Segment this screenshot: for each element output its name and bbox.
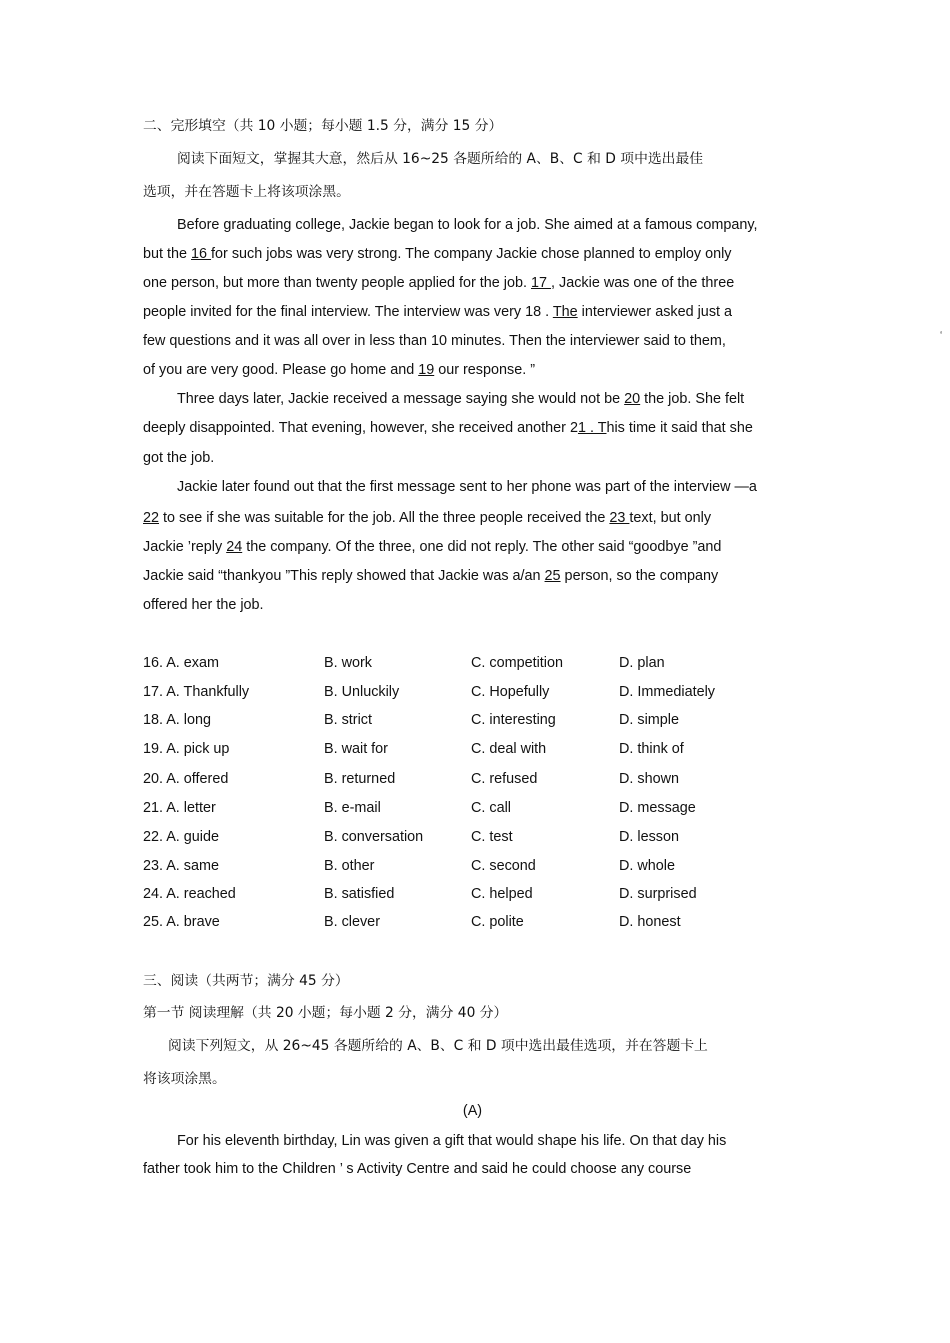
option: C. second [471, 858, 536, 874]
option: D. lesson [619, 829, 679, 845]
passage-line: Before graduating college, Jackie began to look for a job. She aimed at a famous company, [177, 217, 758, 233]
option: C. deal with [471, 741, 547, 757]
option: C. interesting [471, 712, 556, 728]
blank-17: 17 [531, 275, 552, 291]
option: 22. A. guide [143, 829, 220, 845]
option: C. Hopefully [471, 684, 550, 700]
section2-instruction: 阅读下面短文，掌握其大意，然后从 16~25 各题所给的 A、B、C 和 D 项中选出最佳 [177, 151, 704, 167]
option: 21. A. letter [143, 800, 216, 816]
option: D. whole [619, 858, 675, 874]
section3-instruction-cont: 将该项涂黑。 [143, 1071, 226, 1087]
section3-part1-heading: 第一节 阅读理解（共 20 小题；每小题 2 分，满分 40 分） [143, 1005, 508, 1021]
option: C. test [471, 829, 513, 845]
option: D. honest [619, 914, 681, 930]
option: 16. A. exam [143, 655, 219, 671]
passage-line: Three days later, Jackie received a message saying she would not be 20 the job. She felt [177, 391, 745, 407]
margin-mark: ‘ [940, 330, 943, 341]
option: D. think of [619, 741, 684, 757]
passage-line: For his eleventh birthday, Lin was given a gift that would shape his life. On that day his [177, 1133, 727, 1149]
option: B. other [324, 858, 375, 874]
blank-20: 20 [624, 391, 641, 407]
option: C. refused [471, 771, 538, 787]
passage-line: few questions and it was all over in less than 10 minutes. Then the interviewer said to them, [143, 333, 726, 349]
blank-23: 23 [609, 510, 630, 526]
blank-24: 24 [226, 539, 243, 555]
option: 20. A. offered [143, 771, 229, 787]
option: D. shown [619, 771, 679, 787]
option: B. Unluckily [324, 684, 400, 700]
section2-heading: 二、完形填空（共 10 小题；每小题 1.5 分，满分 15 分） [143, 118, 503, 134]
passage-line: father took him to the Children ’ s Activity Centre and said he could choose any course [143, 1161, 692, 1177]
option: C. call [471, 800, 511, 816]
option: B. satisfied [324, 886, 395, 902]
passage-line: Jackie ’reply 24 the company. Of the three, one did not reply. The other said “goodbye ”and [143, 539, 722, 555]
section2-instruction-cont: 选项，并在答题卡上将该项涂黑。 [143, 184, 350, 200]
blank-16: 16 [191, 246, 212, 262]
option: D. plan [619, 655, 665, 671]
option: 23. A. same [143, 858, 219, 874]
option: D. simple [619, 712, 679, 728]
option: B. returned [324, 771, 396, 787]
option: 18. A. long [143, 712, 212, 728]
option: 17. A. Thankfully [143, 684, 250, 700]
passage-line: one person, but more than twenty people applied for the job. 17 , Jackie was one of the three [143, 275, 735, 291]
option: C. polite [471, 914, 524, 930]
option: B. strict [324, 712, 372, 728]
option: 19. A. pick up [143, 741, 230, 757]
option: B. e-mail [324, 800, 381, 816]
passage-label: (A) [462, 1103, 483, 1119]
passage-line: deeply disappointed. That evening, however, she received another 21 . This time it said that she [143, 420, 753, 436]
blank-19: 19 [418, 362, 435, 378]
option: B. wait for [324, 741, 388, 757]
option: D. Immediately [619, 684, 715, 700]
option: C. competition [471, 655, 563, 671]
option: C. helped [471, 886, 533, 902]
option: B. conversation [324, 829, 424, 845]
section3-instruction: 阅读下列短文，从 26~45 各题所给的 A、B、C 和 D 项中选出最佳选项，并在答题卡上 [168, 1038, 708, 1054]
blank-21: 1 . T [577, 420, 607, 436]
option: D. message [619, 800, 696, 816]
option: 24. A. reached [143, 886, 236, 902]
passage-line: Jackie said “thankyou ”This reply showed that Jackie was a/an 25 person, so the company [143, 568, 719, 584]
option: B. clever [324, 914, 380, 930]
passage-line: 22 to see if she was suitable for the job. All the three people received the 23 text, but only [143, 510, 712, 526]
blank-22: 22 [143, 510, 160, 526]
passage-line: Jackie later found out that the first message sent to her phone was part of the interview —a [177, 479, 757, 495]
passage-line: of you are very good. Please go home and 19 our response. ” [143, 362, 536, 378]
option: D. surprised [619, 886, 697, 902]
blank-18: The [552, 304, 578, 320]
option: 25. A. brave [143, 914, 220, 930]
blank-25: 25 [544, 568, 561, 584]
section3-heading: 三、阅读（共两节；满分 45 分） [143, 973, 349, 989]
passage-line: offered her the job. [143, 597, 264, 613]
passage-line: people invited for the final interview. The interview was very 18 . The interviewer asked just a [143, 304, 733, 320]
option: B. work [324, 655, 372, 671]
passage-line: got the job. [143, 450, 215, 466]
passage-line: but the 16 for such jobs was very strong. The company Jackie chose planned to employ only [143, 246, 732, 262]
